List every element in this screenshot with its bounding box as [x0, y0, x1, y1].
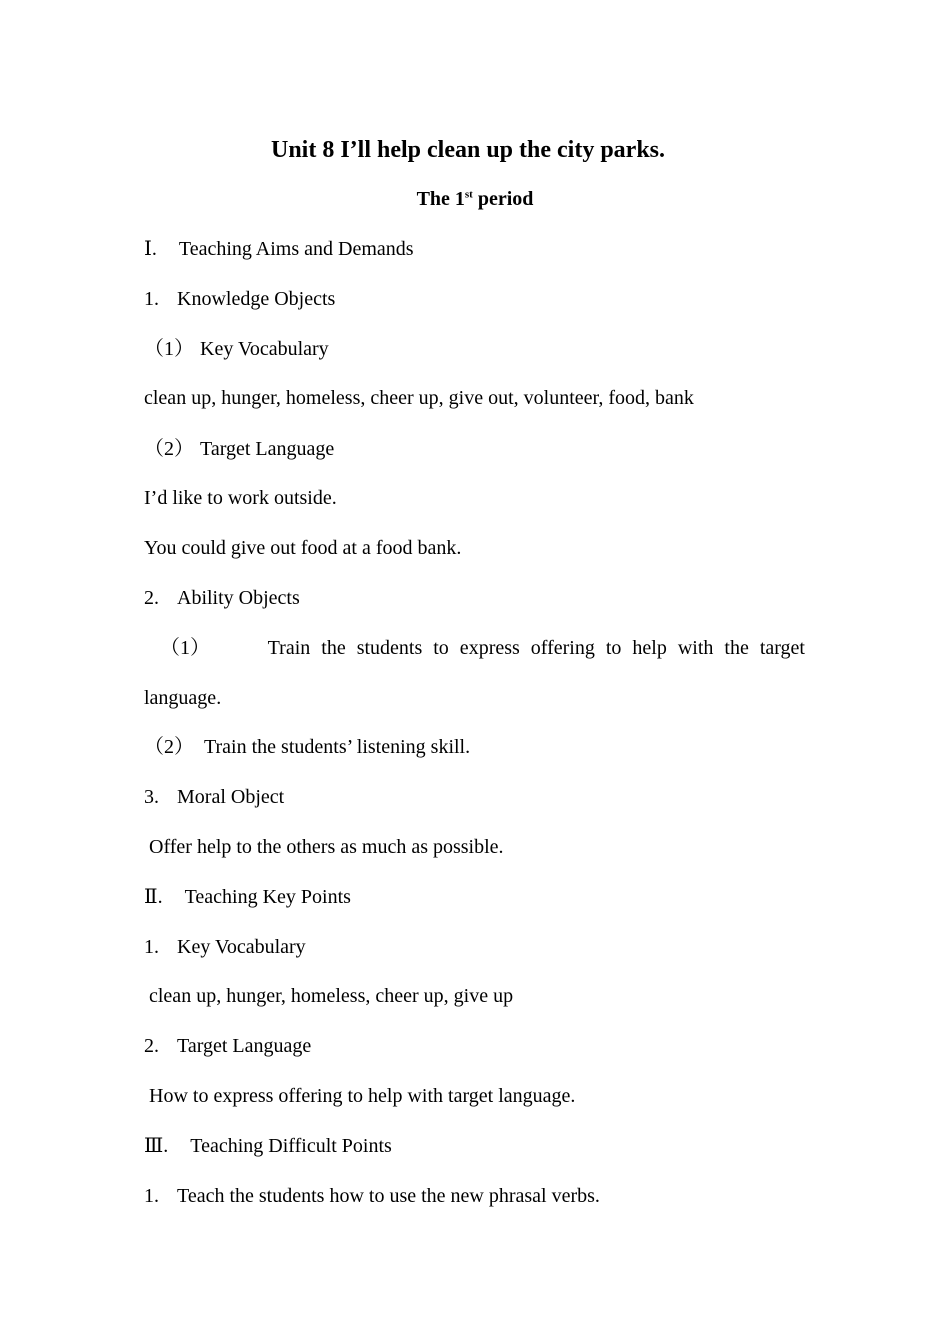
section-number: Ⅰ. — [144, 238, 157, 260]
period-subtitle — [0, 184, 950, 214]
item-number: 1. — [144, 936, 159, 958]
section-text: Teaching Aims and Demands — [178, 238, 414, 260]
paragraph-text: clean up, hunger, homeless, cheer up, give up — [149, 985, 514, 1007]
subtitle-rest: period — [472, 188, 534, 210]
ability-item-2 — [144, 732, 470, 762]
item-number: 2. — [144, 587, 159, 609]
subtitle-superscript: st — [464, 188, 473, 201]
item-text: Teach the students how to use the new phrasal verbs. — [177, 1185, 600, 1207]
subitem-number: （2） — [144, 736, 194, 758]
subheading-moral-object — [144, 782, 284, 812]
subitem-number: （2） — [144, 438, 194, 460]
item-number: 2. — [144, 1035, 159, 1057]
target-language-text — [149, 1081, 575, 1111]
item-text: Ability Objects — [177, 587, 300, 609]
item-number: 1. — [144, 288, 159, 310]
section-text: Teaching Key Points — [184, 886, 351, 908]
difficult-point-1 — [144, 1181, 600, 1211]
section-heading-2 — [144, 882, 351, 912]
paragraph-text: language. — [144, 687, 222, 709]
section-number: Ⅲ. — [144, 1135, 169, 1157]
key-point-2 — [144, 1031, 311, 1061]
subitem-number: （1） — [144, 338, 194, 360]
item-number: 1. — [144, 1185, 159, 1207]
subheading-ability-objects — [144, 583, 300, 613]
subitem-key-vocabulary — [144, 334, 329, 364]
section-heading-1 — [144, 234, 414, 264]
paragraph-text: clean up, hunger, homeless, cheer up, give out, volunteer, food, bank — [144, 387, 694, 409]
section-text: Teaching Difficult Points — [190, 1135, 392, 1157]
item-text: Key Vocabulary — [177, 936, 306, 958]
example-sentence — [144, 533, 461, 563]
key-vocabulary-list — [149, 981, 513, 1011]
ability-item-1-continued — [144, 683, 221, 713]
subitem-text: Key Vocabulary — [200, 338, 329, 360]
subitem-number: （1） — [160, 637, 210, 659]
subheading-knowledge-objects — [144, 284, 335, 314]
document-title: Unit 8 I’ll help clean up the city parks. — [270, 137, 666, 163]
ability-item-1 — [160, 633, 805, 663]
subitem-text: Target Language — [200, 438, 335, 460]
item-text: Knowledge Objects — [177, 288, 336, 310]
paragraph-text: I’d like to work outside. — [144, 487, 337, 509]
vocabulary-list — [144, 383, 694, 413]
subitem-text: Train the students’ listening skill. — [204, 736, 471, 758]
key-point-1 — [144, 932, 306, 962]
section-heading-3 — [144, 1131, 392, 1161]
paragraph-text: You could give out food at a food bank. — [144, 537, 462, 559]
subtitle-text: The 1 — [416, 188, 465, 210]
paragraph-text: How to express offering to help with target language. — [149, 1085, 576, 1107]
item-number: 3. — [144, 786, 159, 808]
item-text: Moral Object — [177, 786, 285, 808]
subitem-text: Train the students to express offering to help with the target — [267, 637, 805, 659]
item-text: Target Language — [177, 1035, 312, 1057]
example-sentence — [144, 483, 337, 513]
subitem-target-language — [144, 434, 334, 464]
moral-object-text — [149, 832, 504, 862]
paragraph-text: Offer help to the others as much as possible. — [149, 836, 504, 858]
section-number: Ⅱ. — [144, 886, 163, 908]
